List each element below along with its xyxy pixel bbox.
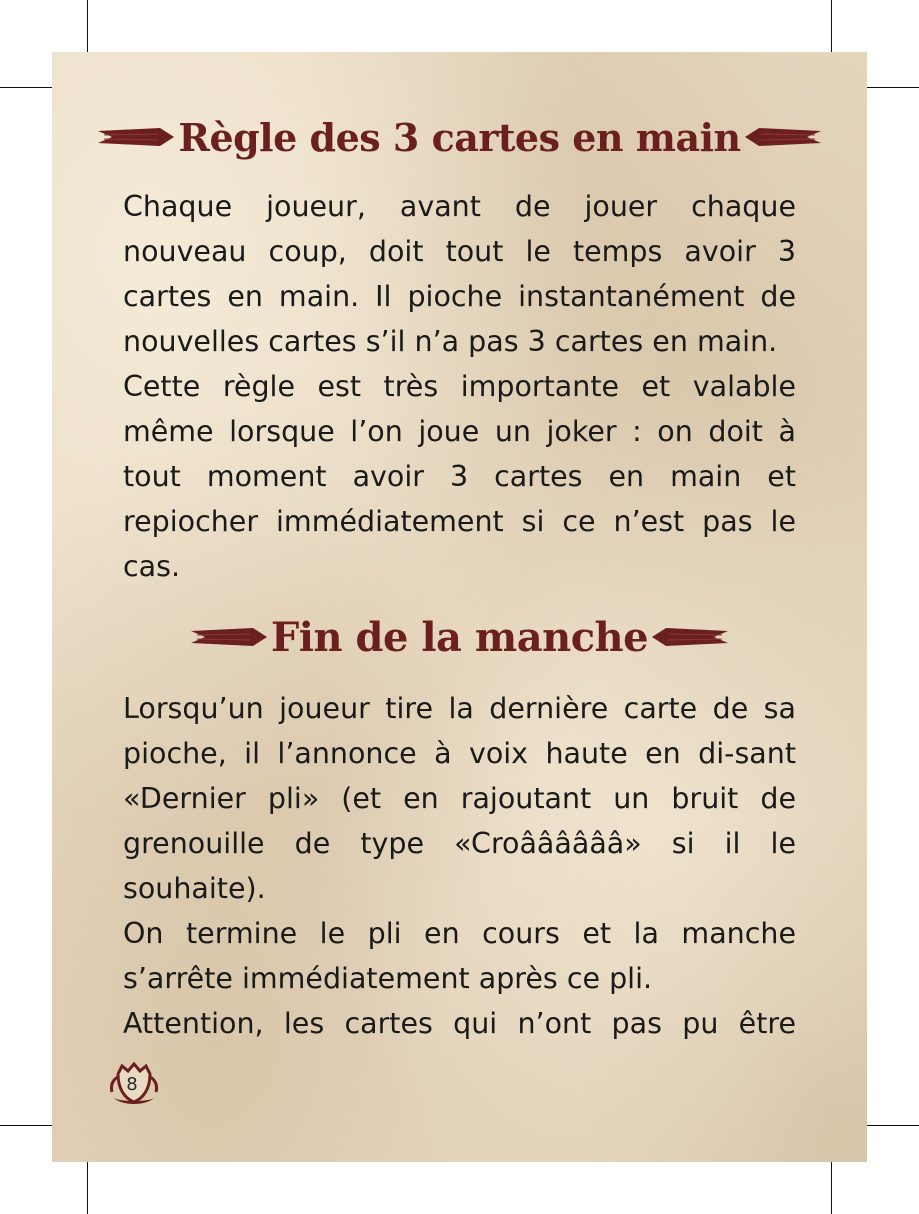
paragraph: Attention, les cartes qui n’ont pas pu être xyxy=(123,1007,796,1040)
banner-left-icon xyxy=(191,626,267,648)
section-body xyxy=(123,184,796,589)
paragraph: Cette règle est très importante et valable même lorsque l’on joue un joker : on doit à tout moment avoir 3 cartes en main et repiocher immédiatement si ce n’est pas le cas. xyxy=(123,370,796,583)
paragraph: Lorsqu’un joueur tire la dernière carte de sa pioche, il l’annonce à voix haute en di-sant «Dernier pli» (et en rajoutant un bruit de grenouille de type «Croââââââ» si il le souhaite). xyxy=(123,692,796,905)
banner-left-icon xyxy=(98,126,174,148)
paragraph: On termine le pli en cours et la manche s’arrête immédiatement après ce pli. xyxy=(123,917,796,995)
section-title: Règle des 3 cartes en main xyxy=(178,114,741,160)
paragraph: Chaque joueur, avant de jouer chaque nouveau coup, doit tout le temps avoir 3 cartes en main. Il pioche instantanément de nouvelles cartes s’il n’a pas 3 cartes en main. xyxy=(123,190,796,358)
page-number: 8 xyxy=(126,1074,138,1095)
section-body xyxy=(123,686,796,1046)
section-title: Fin de la manche xyxy=(270,613,649,661)
banner-right-icon xyxy=(652,626,728,648)
banner-right-icon xyxy=(745,126,821,148)
section-heading xyxy=(52,612,867,662)
section-heading xyxy=(52,112,867,162)
parchment-page xyxy=(52,52,867,1162)
page-number-badge xyxy=(108,1062,160,1108)
